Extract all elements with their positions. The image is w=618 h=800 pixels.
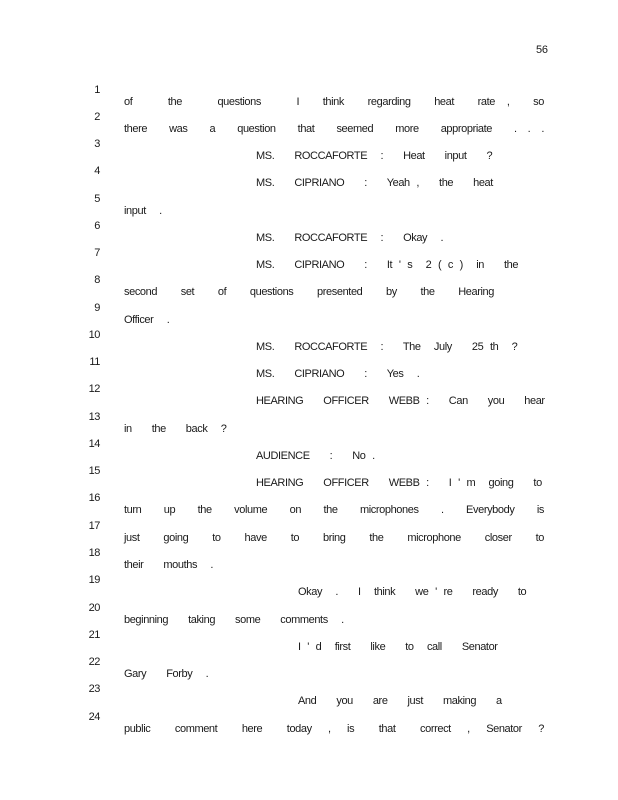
transcript-line [0,153,618,189]
line-number: 21 [88,629,100,641]
transcript-line [0,235,618,271]
line-number: 22 [88,656,100,668]
line-text: AUDIENCE : No . [256,450,375,462]
transcript-line [0,290,618,326]
transcript-line [0,181,618,217]
transcript-line [0,399,618,435]
transcript-line [0,317,618,353]
line-text: HEARING OFFICER WEBB : Can you hear [256,395,545,407]
line-number: 3 [94,138,100,150]
line-text: Gary Forby . [124,668,209,680]
line-number: 8 [94,274,100,286]
line-text: in the back ? [124,423,227,435]
line-text: MS. CIPRIANO : Yes . [256,368,420,380]
line-text: MS. CIPRIANO : It ' s 2 ( c ) in the [256,259,519,271]
transcript-line [0,617,618,653]
line-text: HEARING OFFICER WEBB : I ' m going to [256,477,542,489]
line-number: 6 [94,220,100,232]
transcript-line [0,344,618,380]
transcript-line [0,99,618,135]
line-number: 14 [88,438,100,450]
line-number: 20 [88,602,100,614]
line-number: 13 [88,411,100,423]
line-text: public comment here today , is that correct , Senator ? [124,723,544,735]
transcript-line [0,535,618,571]
transcript-line [0,699,618,735]
line-text: MS. ROCCAFORTE : Okay . [256,232,444,244]
transcript-line [0,371,618,407]
line-number: 1 [94,84,100,96]
line-number: 4 [94,165,100,177]
line-text: Officer . [124,314,170,326]
line-number: 23 [88,683,100,695]
page-number: 56 [536,44,548,56]
line-number: 18 [88,547,100,559]
transcript-line [0,644,618,680]
transcript-line [0,426,618,462]
line-text: second set of questions presented by the Hearing [124,286,494,298]
line-text: MS. ROCCAFORTE : The July 25 th ? [256,341,518,353]
transcript-line [0,453,618,489]
line-number: 16 [88,492,100,504]
transcript-line [0,72,618,108]
line-number: 9 [94,302,100,314]
line-text: I ' d first like to call Senator [298,641,498,653]
transcript-line [0,262,618,298]
line-number: 10 [88,329,100,341]
transcript-line [0,208,618,244]
line-text: just going to have to bring the microphone closer to [124,532,544,544]
line-number: 7 [94,247,100,259]
transcript-line [0,590,618,626]
transcript-line [0,562,618,598]
line-text: And you are just making a [298,695,502,707]
line-text: turn up the volume on the microphones . Everybody is [124,504,544,516]
line-text: input . [124,205,162,217]
line-text: MS. ROCCAFORTE : Heat input ? [256,150,493,162]
line-text: beginning taking some comments . [124,614,344,626]
line-number: 24 [88,711,100,723]
line-text: of the questions I think regarding heat rate , so [124,96,544,108]
transcript-line [0,126,618,162]
line-number: 2 [94,111,100,123]
transcript-line [0,671,618,707]
line-number: 19 [88,574,100,586]
line-text: MS. CIPRIANO : Yeah , the heat [256,177,493,189]
line-number: 5 [94,193,100,205]
line-text: their mouths . [124,559,214,571]
line-number: 12 [88,383,100,395]
transcript-line [0,480,618,516]
transcript-line [0,508,618,544]
line-number: 17 [88,520,100,532]
line-number: 15 [88,465,100,477]
line-number: 11 [89,356,100,368]
line-text: Okay . I think we ' re ready to [298,586,527,598]
line-text: there was a question that seemed more appropriate . . . [124,123,544,135]
